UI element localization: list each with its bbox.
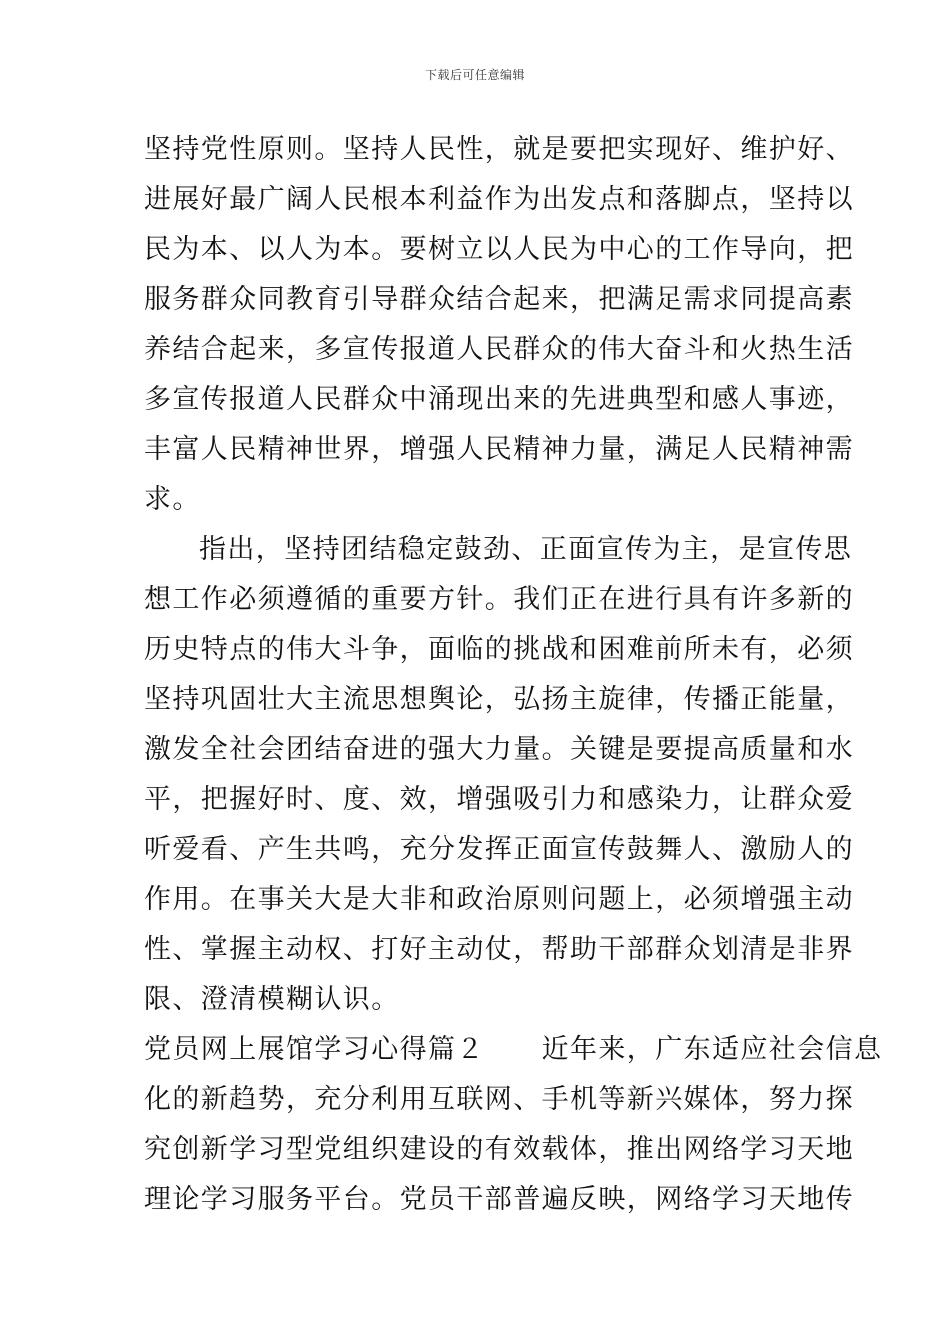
text-line: 求。: [144, 484, 201, 515]
text-line: 坚持党性原则。坚持人民性，就是要把实现好、维护好、: [144, 134, 854, 165]
text-line: 作用。在事关大是大非和政治原则问题上，必须增强主动: [144, 884, 854, 915]
text-line: 化的新趋势，充分利用互联网、手机等新兴媒体，努力探: [144, 1084, 854, 1115]
text-line: 想工作必须遵循的重要方针。我们正在进行具有许多新的: [144, 584, 854, 615]
paragraph-first-line: 指出，坚持团结稳定鼓劲、正面宣传为主，是宣传思: [199, 534, 853, 565]
text-line: 丰富人民精神世界，增强人民精神力量，满足人民精神需: [144, 434, 854, 465]
text-line: 性、掌握主动权、打好主动仗，帮助干部群众划清是非界: [144, 934, 854, 965]
page-header: 下载后可任意编辑: [424, 68, 525, 82]
document-body: [144, 125, 883, 1225]
text-line: 限、澄清模糊认识。: [144, 984, 400, 1015]
text-line: 究创新学习型党组织建设的有效载体，推出网络学习天地: [144, 1134, 854, 1165]
text-line: 服务群众同教育引导群众结合起来，把满足需求同提高素: [144, 284, 854, 315]
text-line: 激发全社会团结奋进的强大力量。关键是要提高质量和水: [144, 734, 854, 765]
text-line: 民为本、以人为本。要树立以人民为中心的工作导向，把: [144, 234, 854, 265]
text-line: 平，把握好时、度、效，增强吸引力和感染力，让群众爱: [144, 784, 854, 815]
section-title-line: 党员网上展馆学习心得篇２ 近年来，广东适应社会信息: [144, 1034, 883, 1065]
text-line: 坚持巩固壮大主流思想舆论，弘扬主旋律，传播正能量，: [144, 684, 854, 715]
text-line: 听爱看、产生共鸣，充分发挥正面宣传鼓舞人、激励人的: [144, 834, 854, 865]
text-line: 多宣传报道人民群众中涌现出来的先进典型和感人事迹，: [144, 384, 854, 415]
text-line: 历史特点的伟大斗争，面临的挑战和困难前所未有，必须: [144, 634, 854, 665]
text-line: 进展好最广阔人民根本利益作为出发点和落脚点，坚持以: [144, 184, 854, 215]
text-line: 养结合起来，多宣传报道人民群众的伟大奋斗和火热生活: [144, 334, 854, 365]
text-line: 理论学习服务平台。党员干部普遍反映，网络学习天地传: [144, 1184, 854, 1215]
